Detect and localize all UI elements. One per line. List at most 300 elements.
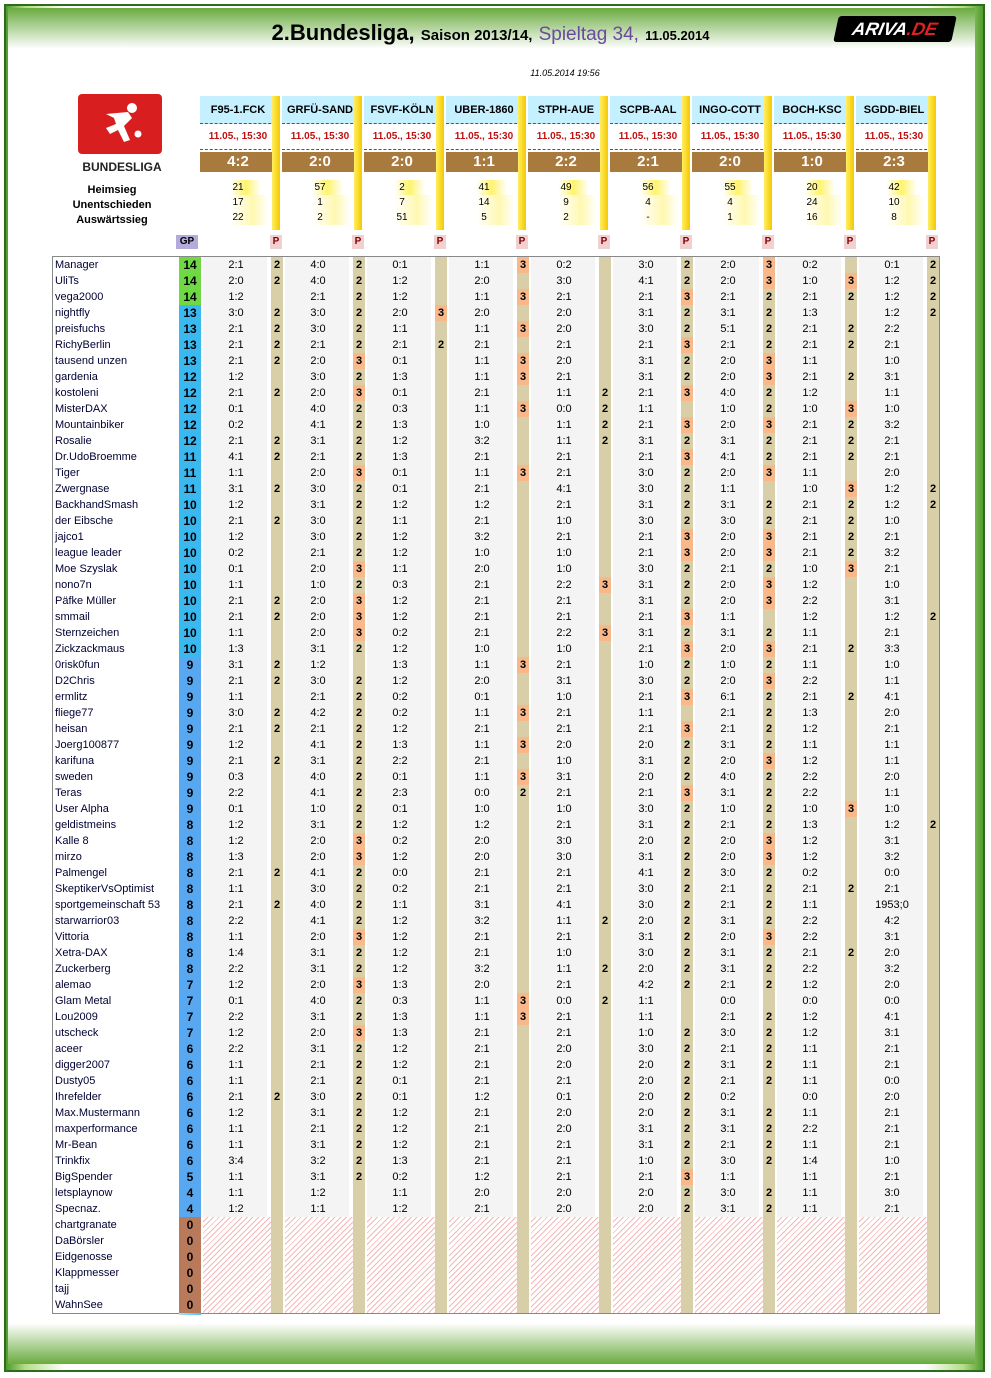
tip-value: 1:0 (884, 403, 900, 415)
tip-value: 2:0 (392, 307, 408, 319)
tip-value: 3:1 (720, 499, 736, 511)
away-count: 8 (856, 210, 932, 225)
tip-value: 2:1 (310, 1123, 326, 1135)
player-name[interactable]: aceer (55, 1043, 83, 1055)
points-value: 2 (355, 691, 363, 703)
points-value: 2 (355, 403, 363, 415)
tip-value: 2:2 (802, 771, 818, 783)
points-value: 2 (765, 723, 773, 735)
player-name[interactable]: tausend unzen (55, 355, 128, 367)
empty-tip-hatch (613, 1217, 681, 1313)
points-value: 3 (845, 273, 857, 289)
table-row (53, 641, 941, 657)
player-name[interactable]: starwarrior03 (55, 915, 120, 927)
tip-value: 2:2 (802, 787, 818, 799)
points-value: 2 (355, 819, 363, 831)
tip-value: 3:1 (720, 947, 736, 959)
tip-value: 1:2 (474, 819, 490, 831)
player-name[interactable]: Palmengel (55, 867, 107, 879)
tip-value: 1:2 (392, 291, 408, 303)
tip-value: 2:1 (638, 723, 654, 735)
player-name[interactable]: Glam Metal (55, 995, 112, 1007)
match-date: 11.05., 15:30 (528, 124, 604, 150)
player-name[interactable]: Rosalie (55, 435, 92, 447)
match-header-6 (610, 96, 686, 225)
tip-value: 2:2 (556, 579, 572, 591)
player-name[interactable]: Klappmesser (55, 1267, 120, 1279)
tip-value: 2:1 (638, 691, 654, 703)
tip-value: 2:1 (884, 723, 900, 735)
tip-value: 1:1 (228, 579, 244, 591)
tip-value: 2:1 (228, 355, 244, 367)
tip-value: 1:1 (720, 483, 736, 495)
player-name[interactable]: der Eibsche (55, 515, 114, 527)
player-name[interactable]: heisan (55, 723, 88, 735)
points-value: 2 (355, 803, 363, 815)
points-value: 2 (765, 739, 773, 751)
tip-value: 1:1 (474, 995, 490, 1007)
tip-value: 1:1 (638, 995, 654, 1007)
player-name[interactable]: BigSpender (55, 1171, 113, 1183)
tip-value: 1:1 (884, 787, 900, 799)
player-name[interactable]: Mountainbiker (55, 419, 125, 431)
tip-value: 1:2 (802, 611, 818, 623)
match-name[interactable]: UBER-1860 (446, 96, 522, 124)
match-name[interactable]: SGDD-BIEL (856, 96, 932, 124)
tip-value: 2:0 (638, 915, 654, 927)
points-value: 2 (683, 659, 691, 671)
tip-value: 2:1 (802, 547, 818, 559)
tip-value: 1:2 (884, 275, 900, 287)
points-value: 3 (845, 561, 857, 577)
tip-value: 1:2 (392, 611, 408, 623)
tip-value: 1:2 (392, 915, 408, 927)
points-value: 3 (353, 1025, 365, 1041)
points-value: 2 (683, 867, 691, 879)
tip-value: 1:1 (392, 323, 408, 335)
tip-value: 1:2 (228, 835, 244, 847)
points-value: 2 (273, 723, 281, 735)
match-name[interactable]: BOCH-KSC (774, 96, 850, 124)
table-row (53, 897, 941, 913)
points-value: 3 (353, 929, 365, 945)
tip-value: 1:2 (392, 531, 408, 543)
points-value: 2 (929, 611, 937, 623)
tip-value: 2:1 (228, 323, 244, 335)
tip-value: 1:2 (474, 499, 490, 511)
match-name[interactable]: FSVF-KÖLN (364, 96, 440, 124)
points-value: 2 (765, 1203, 773, 1215)
points-value: 3 (353, 849, 365, 865)
match-date: 11.05., 15:30 (774, 124, 850, 150)
points-value: 2 (273, 323, 281, 335)
tip-value: 2:1 (720, 819, 736, 831)
player-name[interactable]: gardenia (55, 371, 98, 383)
points-value: 2 (683, 435, 691, 447)
player-name[interactable]: Trinkfix (55, 1155, 91, 1167)
table-row (53, 913, 941, 929)
tip-value: 1:1 (392, 1187, 408, 1199)
player-name[interactable]: jajco1 (55, 531, 84, 543)
player-name[interactable]: maxperformance (55, 1123, 138, 1135)
tip-value: 2:1 (310, 547, 326, 559)
tip-value: 3:0 (228, 707, 244, 719)
tip-value: 2:1 (556, 979, 572, 991)
player-name[interactable]: Sternzeichen (55, 627, 120, 639)
player-name[interactable]: Specnaz. (55, 1203, 101, 1215)
points-value: 2 (765, 291, 773, 303)
points-value: 2 (355, 307, 363, 319)
points-value: 2 (355, 995, 363, 1007)
player-name[interactable]: Joerg100877 (55, 739, 120, 751)
table-row (53, 1201, 941, 1217)
gp-value: 6 (179, 1137, 201, 1153)
match-name[interactable]: INGO-COTT (692, 96, 768, 124)
points-value: 2 (355, 1155, 363, 1167)
points-value: 3 (353, 593, 365, 609)
match-name[interactable]: F95-1.FCK (200, 96, 276, 124)
player-name[interactable]: utscheck (55, 1027, 99, 1039)
tip-value: 1:1 (474, 1011, 490, 1023)
points-value: 2 (601, 435, 609, 447)
points-value: 2 (765, 403, 773, 415)
match-name[interactable]: SCPB-AAL (610, 96, 686, 124)
tip-value: 1:2 (392, 947, 408, 959)
tip-value: 2:2 (228, 1011, 244, 1023)
tip-value: 1:1 (638, 707, 654, 719)
points-value: 2 (273, 339, 281, 351)
gp-value: 9 (179, 801, 201, 817)
player-name[interactable]: Päfke Müller (55, 595, 117, 607)
points-value: 2 (273, 595, 281, 607)
tip-value: 0:1 (392, 803, 408, 815)
points-header: P (352, 235, 364, 249)
points-value: 2 (273, 867, 281, 879)
gp-value: 13 (179, 305, 201, 321)
player-name[interactable]: RichyBerlin (55, 339, 111, 351)
points-value: 2 (683, 675, 691, 687)
player-name[interactable]: league leader (55, 547, 122, 559)
player-name[interactable]: Moe Szyslak (55, 563, 118, 575)
tip-value: 2:1 (638, 339, 654, 351)
tip-value: 3:1 (228, 483, 244, 495)
gp-value: 14 (179, 289, 201, 305)
tip-value: 2:0 (310, 931, 326, 943)
tip-value: 3:1 (310, 643, 326, 655)
gp-value: 8 (179, 897, 201, 913)
player-name[interactable]: digger2007 (55, 1059, 111, 1071)
gp-value: 8 (179, 929, 201, 945)
tip-value: 2:1 (802, 291, 818, 303)
player-name[interactable]: Dusty05 (55, 1075, 96, 1087)
gp-value: 6 (179, 1089, 201, 1105)
tip-value: 3:3 (884, 643, 900, 655)
tip-value: 1:4 (228, 947, 244, 959)
player-name[interactable]: vega2000 (55, 291, 104, 303)
player-name[interactable]: Vittoria (55, 931, 90, 943)
match-result: 2:1 (610, 152, 686, 172)
points-value: 2 (355, 451, 363, 463)
points-value: 2 (355, 579, 363, 591)
points-value: 3 (845, 801, 857, 817)
player-name[interactable]: Max.Mustermann (55, 1107, 140, 1119)
player-name[interactable]: Ihrefelder (55, 1091, 102, 1103)
draw-count: 1 (282, 195, 358, 210)
points-value: 2 (355, 1107, 363, 1119)
points-value: 2 (683, 1139, 691, 1151)
points-value: 2 (847, 883, 855, 895)
points-value: 2 (683, 979, 691, 991)
tip-value: 3:1 (310, 499, 326, 511)
table-row (53, 305, 941, 321)
table-row (53, 961, 941, 977)
match-name[interactable]: GRFÜ-SAND (282, 96, 358, 124)
ariva-logo[interactable]: ARIVA.DE (833, 16, 957, 42)
points-value: 2 (765, 563, 773, 575)
tip-value: 3:0 (638, 899, 654, 911)
tip-value: 1:1 (802, 1059, 818, 1071)
table-row (53, 273, 941, 289)
tip-value: 4:1 (638, 867, 654, 879)
points-value: 3 (353, 465, 365, 481)
tip-value: 2:1 (884, 1171, 900, 1183)
tip-value: 1:0 (474, 547, 490, 559)
gp-value: 6 (179, 1121, 201, 1137)
home-count: 20 (774, 180, 850, 195)
player-name[interactable]: Xetra-DAX (55, 947, 108, 959)
gp-value: 6 (179, 1105, 201, 1121)
player-name[interactable]: Teras (55, 787, 82, 799)
tip-value: 0:1 (228, 403, 244, 415)
tip-value: 1:0 (556, 563, 572, 575)
points-value: 2 (355, 259, 363, 271)
tip-value: 1:0 (802, 275, 818, 287)
gp-value: 12 (179, 433, 201, 449)
gp-value: 0 (179, 1249, 201, 1265)
tip-value: 2:1 (802, 947, 818, 959)
table-row (53, 321, 941, 337)
tip-value: 1:1 (884, 387, 900, 399)
tip-value: 0:3 (392, 579, 408, 591)
tip-value: 3:0 (638, 259, 654, 271)
gp-value: 10 (179, 529, 201, 545)
player-name[interactable]: D2Chris (55, 675, 95, 687)
gp-value: 0 (179, 1281, 201, 1297)
player-name[interactable]: MisterDAX (55, 403, 108, 415)
tip-value: 1:2 (392, 1107, 408, 1119)
tip-value: 2:1 (802, 883, 818, 895)
tip-value: 1:2 (392, 435, 408, 447)
match-name[interactable]: STPH-AUE (528, 96, 604, 124)
player-name[interactable]: letsplaynow (55, 1187, 113, 1199)
gp-value: 0 (179, 1297, 201, 1313)
points-value: 2 (355, 883, 363, 895)
gp-value: 11 (179, 465, 201, 481)
gp-value: 10 (179, 513, 201, 529)
empty-tip-hatch (777, 1217, 845, 1313)
tip-value: 3:1 (310, 435, 326, 447)
tip-value: 1:3 (392, 739, 408, 751)
points-value: 2 (929, 291, 937, 303)
points-value: 2 (929, 483, 937, 495)
points-value: 2 (765, 1107, 773, 1119)
tip-value: 2:1 (556, 1011, 572, 1023)
player-name[interactable]: UliTs (55, 275, 79, 287)
tip-value: 3:0 (638, 803, 654, 815)
player-name[interactable]: nono7n (55, 579, 92, 591)
tip-value: 1:2 (802, 1011, 818, 1023)
player-name[interactable]: Zwergnase (55, 483, 110, 495)
tip-value: 3:1 (638, 371, 654, 383)
points-value: 3 (763, 369, 775, 385)
tip-value: 1:1 (556, 419, 572, 431)
tip-value: 2:1 (474, 883, 490, 895)
tip-value: 1:1 (228, 1171, 244, 1183)
table-row (53, 801, 941, 817)
tip-value: 2:0 (310, 387, 326, 399)
player-name[interactable]: karifuna (55, 755, 95, 767)
tip-value: 4:0 (310, 403, 326, 415)
points-value: 2 (847, 643, 855, 655)
empty-tip-hatch (695, 1217, 763, 1313)
tip-value: 2:1 (556, 867, 572, 879)
tip-value: 3:2 (884, 547, 900, 559)
tip-value: 2:1 (884, 1059, 900, 1071)
player-name[interactable]: Zuckerberg (55, 963, 111, 975)
player-name[interactable]: Eidgenosse (55, 1251, 113, 1263)
points-value: 2 (683, 467, 691, 479)
points-value: 3 (845, 401, 857, 417)
points-value: 3 (435, 305, 447, 321)
tip-value: 3:0 (720, 867, 736, 879)
tip-value: 2:1 (474, 483, 490, 495)
tip-value: 3:2 (474, 915, 490, 927)
tip-value: 2:1 (720, 291, 736, 303)
tip-value: 2:1 (720, 1043, 736, 1055)
points-value: 3 (763, 529, 775, 545)
tip-value: 2:1 (556, 531, 572, 543)
points-value: 2 (355, 531, 363, 543)
player-name[interactable]: tajj (55, 1283, 70, 1295)
tip-value: 1:0 (474, 643, 490, 655)
tip-value: 1:1 (556, 387, 572, 399)
player-name[interactable]: DaBörsler (55, 1235, 104, 1247)
tip-value: 1:1 (228, 691, 244, 703)
player-name[interactable]: sweden (55, 771, 93, 783)
points-value: 2 (847, 323, 855, 335)
tip-value: 3:0 (310, 483, 326, 495)
player-name[interactable]: fliege77 (55, 707, 94, 719)
player-name[interactable]: Tiger (55, 467, 80, 479)
points-value: 2 (929, 275, 937, 287)
match-date: 11.05., 15:30 (282, 124, 358, 150)
player-name[interactable]: geldistmeins (55, 819, 117, 831)
player-name[interactable]: kostoleni (55, 387, 99, 399)
table-row (53, 401, 941, 417)
points-value: 2 (683, 515, 691, 527)
tip-value: 3:1 (638, 1139, 654, 1151)
points-value: 3 (681, 529, 693, 545)
tip-value: 1:1 (884, 675, 900, 687)
player-name[interactable]: Kalle 8 (55, 835, 89, 847)
points-value: 2 (765, 1059, 773, 1071)
tip-value: 2:1 (802, 323, 818, 335)
player-name[interactable]: User Alpha (55, 803, 109, 815)
tip-value: 1:1 (228, 1075, 244, 1087)
points-value: 3 (517, 401, 529, 417)
points-value: 2 (683, 259, 691, 271)
tip-value: 3:0 (310, 531, 326, 543)
points-value: 2 (437, 339, 445, 351)
tip-value: 1:2 (392, 275, 408, 287)
tip-value: 2:0 (474, 307, 490, 319)
tip-value: 3:1 (638, 307, 654, 319)
player-name[interactable]: 0risk0fun (55, 659, 100, 671)
player-name[interactable]: mirzo (55, 851, 82, 863)
player-name[interactable]: SkeptikerVsOptimist (55, 883, 155, 895)
gp-value: 9 (179, 753, 201, 769)
points-value: 3 (517, 737, 529, 753)
player-name[interactable]: Manager (55, 259, 99, 271)
points-value: 2 (273, 451, 281, 463)
tip-value: 1:1 (556, 435, 572, 447)
tip-value: 3:0 (884, 1187, 900, 1199)
player-name[interactable]: Zickzackmaus (55, 643, 125, 655)
tip-value: 2:1 (638, 531, 654, 543)
player-name[interactable]: Lou2009 (55, 1011, 98, 1023)
player-name[interactable]: sportgemeinschaft 53 (55, 899, 161, 911)
tip-value: 2:0 (720, 755, 736, 767)
tip-value: 2:0 (310, 467, 326, 479)
points-value: 3 (763, 753, 775, 769)
tip-value: 1:1 (802, 1043, 818, 1055)
tip-value: 2:1 (638, 291, 654, 303)
player-name[interactable]: Dr.UdoBroemme (55, 451, 137, 463)
player-name[interactable]: chartgranate (55, 1219, 117, 1231)
tip-value: 2:1 (474, 1107, 490, 1119)
points-value: 2 (355, 707, 363, 719)
player-name[interactable]: alemao (55, 979, 92, 991)
table-row (53, 497, 941, 513)
tip-value: 2:1 (474, 947, 490, 959)
away-count: - (610, 210, 686, 225)
tip-value: 2:0 (884, 1091, 900, 1103)
match-header-2 (282, 96, 358, 225)
player-name[interactable]: smmail (55, 611, 90, 623)
player-name[interactable]: Mr-Bean (55, 1139, 98, 1151)
table-row (53, 1057, 941, 1073)
tip-value: 2:0 (884, 979, 900, 991)
empty-tip-hatch (449, 1217, 517, 1313)
tip-value: 1:3 (392, 451, 408, 463)
player-name[interactable]: WahnSee (55, 1299, 103, 1311)
draw-count: 17 (200, 195, 276, 210)
gp-value: 9 (179, 705, 201, 721)
tip-value: 3:1 (884, 931, 900, 943)
player-name[interactable]: nightfly (55, 307, 90, 319)
points-value: 2 (847, 419, 855, 431)
page-title (0, 20, 981, 46)
table-row (53, 673, 941, 689)
tip-value: 2:1 (884, 435, 900, 447)
points-value: 2 (765, 819, 773, 831)
player-name[interactable]: preisfuchs (55, 323, 106, 335)
points-value: 3 (681, 545, 693, 561)
points-value: 2 (355, 371, 363, 383)
player-name[interactable]: BackhandSmash (55, 499, 139, 511)
tip-value: 4:0 (310, 771, 326, 783)
player-name[interactable]: ermlitz (55, 691, 88, 703)
